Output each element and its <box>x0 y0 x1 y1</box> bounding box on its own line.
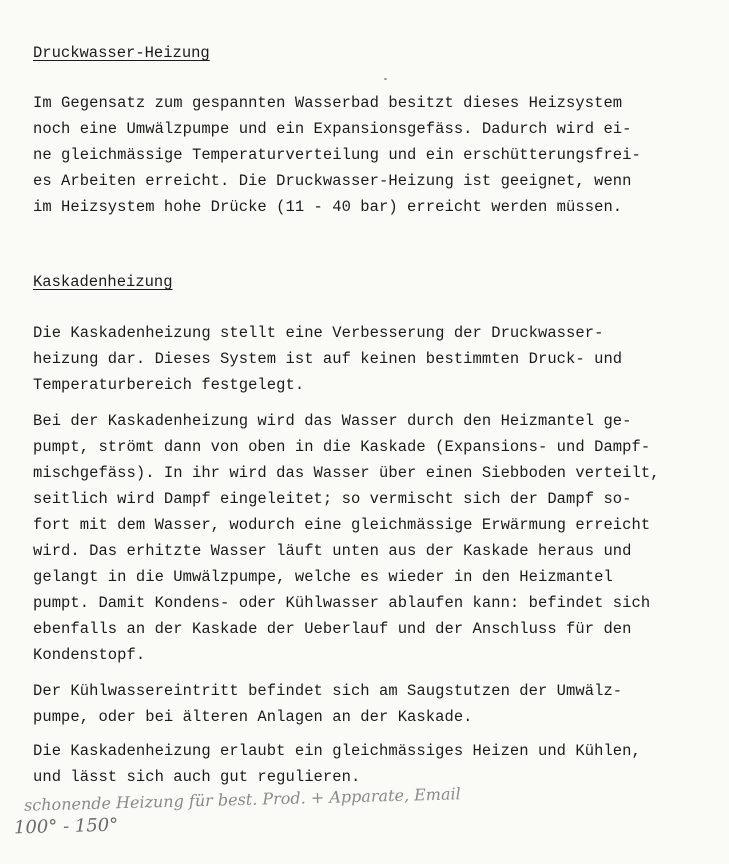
text-line: Temperaturbereich festgelegt. <box>33 376 305 394</box>
text-line: pumpe, oder bei älteren Anlagen an der Kaskade. <box>33 708 473 726</box>
handwritten-temperature-note: 100° - 150° <box>13 814 119 839</box>
text-line: ebenfalls an der Kaskade der Ueberlauf und der Anschluss für den <box>33 620 632 638</box>
text-line: Bei der Kaskadenheizung wird das Wasser durch den Heizmantel ge- <box>33 412 632 430</box>
section-heading-druckwasser: Druckwasser-Heizung <box>33 44 210 62</box>
handwritten-note: schonende Heizung für best. Prod. + Apparate, Email <box>23 784 461 815</box>
text-line: Die Kaskadenheizung stellt eine Verbesserung der Druckwasser- <box>33 324 604 342</box>
text-line: fort mit dem Wasser, wodurch eine gleichmässige Erwärmung erreicht <box>33 516 651 534</box>
text-line: pumpt, strömt dann von oben in die Kaskade (Expansions- und Dampf- <box>33 438 651 456</box>
text-line: im Heizsystem hohe Drücke (11 - 40 bar) erreicht werden müssen. <box>33 198 623 216</box>
text-line: Im Gegensatz zum gespannten Wasserbad besitzt dieses Heizsystem <box>33 94 623 112</box>
text-line: und lässt sich auch gut regulieren. <box>33 768 361 786</box>
paper-speck <box>384 78 387 80</box>
text-line: mischgefäss). In ihr wird das Wasser über einen Siebboden verteilt, <box>33 464 660 482</box>
text-line: Kondenstopf. <box>33 646 146 664</box>
text-line: seitlich wird Dampf eingeleitet; so vermischt sich der Dampf so- <box>33 490 632 508</box>
text-line: gelangt in die Umwälzpumpe, welche es wieder in den Heizmantel <box>33 568 613 586</box>
text-line: Die Kaskadenheizung erlaubt ein gleichmässiges Heizen und Kühlen, <box>33 742 641 760</box>
text-line: es Arbeiten erreicht. Die Druckwasser-Heizung ist geeignet, wenn <box>33 172 632 190</box>
text-line: wird. Das erhitzte Wasser läuft unten aus der Kaskade heraus und <box>33 542 632 560</box>
text-line: heizung dar. Dieses System ist auf keinen bestimmten Druck- und <box>33 350 623 368</box>
text-line: noch eine Umwälzpumpe und ein Expansionsgefäss. Dadurch wird ei- <box>33 120 632 138</box>
text-line: pumpt. Damit Kondens- oder Kühlwasser ablaufen kann: befindet sich <box>33 594 651 612</box>
text-line: ne gleichmässige Temperaturverteilung und ein erschütterungsfrei- <box>33 146 641 164</box>
text-line: Der Kühlwassereintritt befindet sich am Saugstutzen der Umwälz- <box>33 682 623 700</box>
section-heading-kaskaden: Kaskadenheizung <box>33 273 173 291</box>
